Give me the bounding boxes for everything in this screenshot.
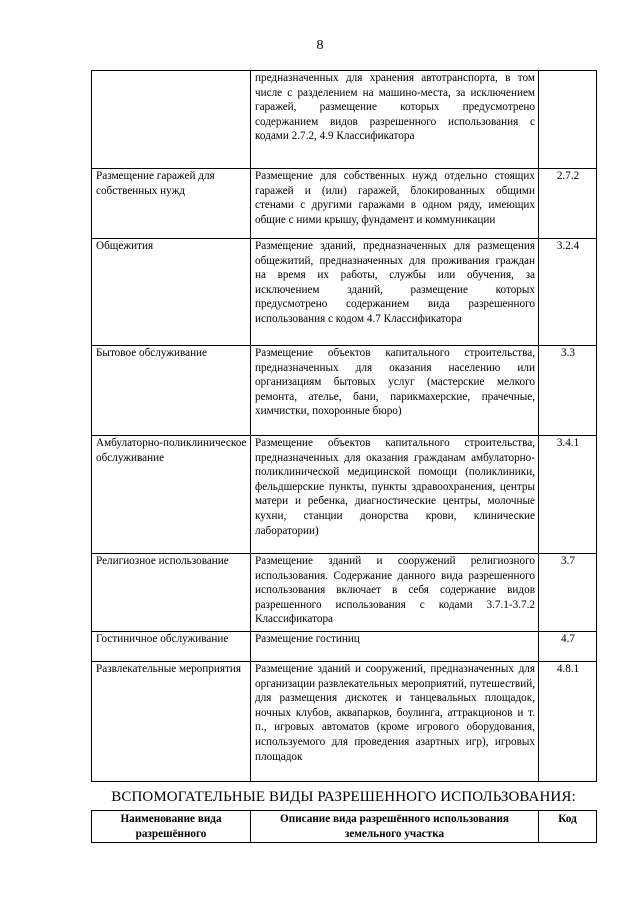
- header-use-description: Описание вида разрешённого использования земельного участка: [251, 811, 539, 843]
- use-name-cell: Развлекательные мероприятия: [92, 662, 251, 782]
- use-name-cell: Бытовое обслуживание: [92, 346, 251, 436]
- use-description-cell: предназначенных для хранения автотранспорта, в том числе с разделением на машино-места, за исключением гаражей, размещение которых предусмотрено содержанием видов разрешенного использования с кодами 2.7.2, 4.9 Классификатора: [251, 71, 539, 169]
- table-row: [92, 554, 597, 632]
- table-row: [92, 436, 597, 554]
- page-number: 8: [316, 38, 324, 53]
- table-row: [92, 239, 597, 346]
- use-description-cell: Размещение для собственных нужд отдельно стоящих гаражей и (или) гаражей, блокированных общими стенами с другими гаражами в одном ряду, имеющих общие с ними крышу, фундамент и коммуникации: [251, 169, 539, 239]
- use-name-cell: Амбулаторно-поликлиническое обслуживание: [92, 436, 251, 554]
- table-row: [92, 71, 597, 169]
- use-code-cell: 2.7.2: [539, 169, 597, 239]
- header-use-code: Код: [539, 811, 597, 843]
- auxiliary-uses-table: [91, 810, 597, 843]
- use-description-cell: Размещение объектов капитального строительства, предназначенных для оказания населению или организациям бытовых услуг (мастерские мелкого ремонта, ателье, бани, парикмахерские, прачечные, химчистки, похоронные бюро): [251, 346, 539, 436]
- table-header-row: [92, 811, 597, 843]
- table-row: [92, 662, 597, 782]
- use-description-cell: Размещение гостиниц: [251, 632, 539, 662]
- use-name-cell: Размещение гаражей для собственных нужд: [92, 169, 251, 239]
- table-row: [92, 346, 597, 436]
- use-name-cell: [92, 71, 251, 169]
- use-code-cell: [539, 71, 597, 169]
- use-name-cell: Гостиничное обслуживание: [92, 632, 251, 662]
- use-name-cell: Общежития: [92, 239, 251, 346]
- use-description-cell: Размещение зданий и сооружений религиозного использования. Содержание данного вида разрешенного использования включает в себя содержание видов разрешенного использования с кодами 3.7.1-3.7.2 Классификатора: [251, 554, 539, 632]
- section-title: ВСПОМОГАТЕЛЬНЫЕ ВИДЫ РАЗРЕШЕННОГО ИСПОЛЬЗОВАНИЯ:: [111, 789, 576, 805]
- header-use-name: Наименование вида разрешённого: [92, 811, 251, 843]
- use-code-cell: 3.2.4: [539, 239, 597, 346]
- land-use-table: [91, 70, 597, 782]
- use-description-cell: Размещение зданий и сооружений, предназначенных для организации развлекательных мероприятий, путешествий, для размещения дискотек и танцевальных площадок, ночных клубов, аквапарков, боулинга, аттракционов и т. п., игровых автоматов (кроме игрового оборудования, используемого для проведения азартных игр), игровых площадок: [251, 662, 539, 782]
- use-code-cell: 4.7: [539, 632, 597, 662]
- use-code-cell: 3.7: [539, 554, 597, 632]
- use-code-cell: 3.3: [539, 346, 597, 436]
- use-code-cell: 4.8.1: [539, 662, 597, 782]
- use-name-cell: Религиозное использование: [92, 554, 251, 632]
- use-description-cell: Размещение зданий, предназначенных для размещения общежитий, предназначенных для проживания граждан на время их работы, службы или обучения, за исключением зданий, размещение которых предусмотрено содержанием вида разрешенного использования с кодом 4.7 Классификатора: [251, 239, 539, 346]
- use-description-cell: Размещение объектов капитального строительства, предназначенных для оказания гражданам амбулаторно-поликлинической медицинской помощи (поликлиники, фельдшерские пункты, пункты здравоохранения, центры матери и ребенка, диагностические центры, молочные кухни, станции донорства крови, клинические лаборатории): [251, 436, 539, 554]
- table-row: [92, 632, 597, 662]
- table-row: [92, 169, 597, 239]
- use-code-cell: 3.4.1: [539, 436, 597, 554]
